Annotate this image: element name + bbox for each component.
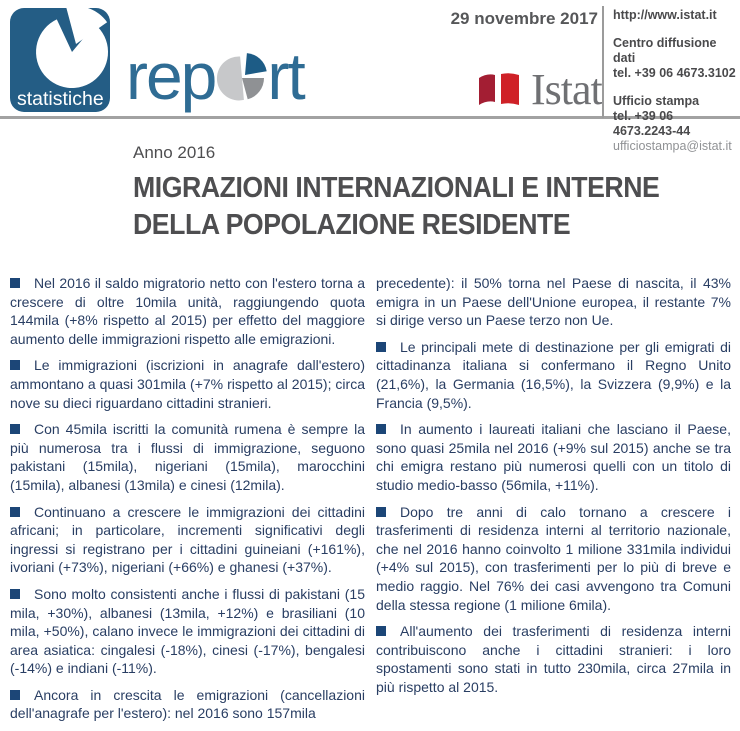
square-bullet-icon	[10, 589, 20, 599]
paragraph	[376, 503, 731, 615]
body-columns	[10, 274, 731, 731]
page-title	[133, 170, 691, 244]
contact-email-link[interactable]: ufficiostampa@istat.it	[613, 139, 732, 153]
paragraph	[376, 420, 731, 494]
paragraph-text: Con 45mila iscritti la comunità rumena è sempre la più numerosa tra i flussi di immigrazione, seguono pakistani (15mila), nigeriani (15mila), marocchini (15mila), albanesi (13mila) e cinesi (12mila).	[10, 421, 365, 493]
paragraph-text: Le principali mete di destinazione per gli emigrati di cittadinanza italiana si confermano il Regno Unito (21,6%), la Germania (16,5%), la Svizzera (9,9%) e la Francia (9,5%).	[376, 338, 731, 411]
square-bullet-icon	[10, 690, 20, 700]
report-wordmark	[126, 39, 304, 113]
square-bullet-icon	[10, 424, 20, 434]
paragraph	[10, 585, 365, 678]
header-vertical-divider	[602, 6, 604, 118]
paragraph-text: Continuano a crescere le immigrazioni dei cittadini africani; in particolare, incrementi significativi degli ingressi si registrano per i cittadini guineiani (+161%), ivoriani (+73%), nigeriani (+66%) e ghanesi (+37%).	[10, 503, 365, 576]
pie-chart-icon	[219, 55, 265, 101]
istat-website-link[interactable]: http://www.istat.it	[613, 8, 717, 22]
title-block	[133, 143, 740, 244]
contacts-block	[613, 8, 738, 154]
page-title-line1: MIGRAZIONI INTERNAZIONALI E INTERNE	[133, 172, 660, 204]
contact-ufficio-phone: tel. +39 06 4673.2243-44	[613, 109, 691, 138]
contact-ufficio-title: Ufficio stampa	[613, 94, 700, 108]
istat-logo	[478, 65, 602, 114]
paragraph	[10, 686, 365, 723]
paragraph	[376, 338, 731, 412]
square-bullet-icon	[376, 424, 386, 434]
istat-logo-text: Istat	[531, 65, 602, 114]
contact-centro-diffusione	[613, 36, 738, 81]
left-column	[10, 274, 365, 731]
paragraph	[10, 274, 365, 348]
square-bullet-icon	[10, 507, 20, 517]
publication-date: 29 novembre 2017	[450, 9, 598, 28]
paragraph	[10, 503, 365, 577]
square-bullet-icon	[10, 360, 20, 370]
statistiche-logo	[10, 8, 110, 112]
open-book-icon	[478, 71, 524, 109]
page-title-line2: DELLA POPOLAZIONE RESIDENTE	[133, 209, 571, 241]
square-bullet-icon	[376, 626, 386, 636]
paragraph-text: In aumento i laureati italiani che lasciano il Paese, sono quasi 25mila nel 2016 (+9% sul 2015) anche se tra chi emigra restano più numerosi quelli con un titolo di studio medio-basso (56mila, +11%).	[376, 421, 731, 493]
paragraph-continuation	[376, 274, 731, 330]
paragraph-text: Dopo tre anni di calo tornano a crescere i trasferimenti di residenza interni al territorio nazionale, che nel 2016 hanno coinvolto 1 milione 331mila individui (+4% sul 2015), con trasferimenti per lo più di breve e medio raggio. Nel 76% dei casi avvengono tra Comuni della stessa regione (1 milione 6mila).	[376, 503, 731, 613]
report-year: Anno 2016	[133, 143, 216, 162]
report-text-left: rep	[126, 39, 216, 113]
paragraph	[10, 420, 365, 494]
square-bullet-icon	[376, 342, 386, 352]
paragraph-text: Nel 2016 il saldo migratorio netto con l'estero torna a crescere di oltre 10mila unità, raggiungendo quota 144mila (+8% rispetto al 2015) per effetto del maggiore aumento delle immigrazioni rispetto alle emigrazioni.	[10, 275, 365, 347]
report-text-right: rt	[267, 39, 304, 113]
right-column	[376, 274, 731, 731]
contact-ufficio-stampa	[613, 94, 738, 154]
contact-centro-title: Centro diffusione dati	[613, 36, 717, 65]
paragraph-text: All'aumento dei trasferimenti di residenza interni contribuiscono anche i cittadini stranieri: i loro spostamenti sono stati in tutto 230mila, circa 27mila in più rispetto al 2015.	[376, 623, 731, 695]
contact-centro-phone: tel. +39 06 4673.3102	[613, 66, 736, 80]
paragraph-text: Ancora in crescita le emigrazioni (cancellazioni dell'anagrafe per l'estero): nel 2016 sono 157mila	[10, 686, 365, 722]
paragraph-text: Le immigrazioni (iscrizioni in anagrafe dall'estero) ammontano a quasi 301mila (+7% rispetto al 2015); circa nove su dieci riguardano cittadini stranieri.	[10, 357, 365, 411]
square-bullet-icon	[376, 507, 386, 517]
square-bullet-icon	[10, 278, 20, 288]
paragraph-text: precedente): il 50% torna nel Paese di nascita, il 43% emigra in un Paese dell'Unione europea, il restante 7% si dirige verso un Paese terzo non Ue.	[376, 275, 731, 329]
paragraph	[10, 356, 365, 412]
paragraph-text: Sono molto consistenti anche i flussi di pakistani (15 mila, +30%), albanesi (13mila, +12%) e brasiliani (10 mila, +50%), calano invece le immigrazioni dei cittadini di area asiatica: cingalesi (-18%), cinesi (-17%), bengalesi (-14%) e indiani (-11%).	[10, 585, 365, 677]
statistiche-label: statistiche	[17, 88, 104, 110]
paragraph	[376, 622, 731, 696]
